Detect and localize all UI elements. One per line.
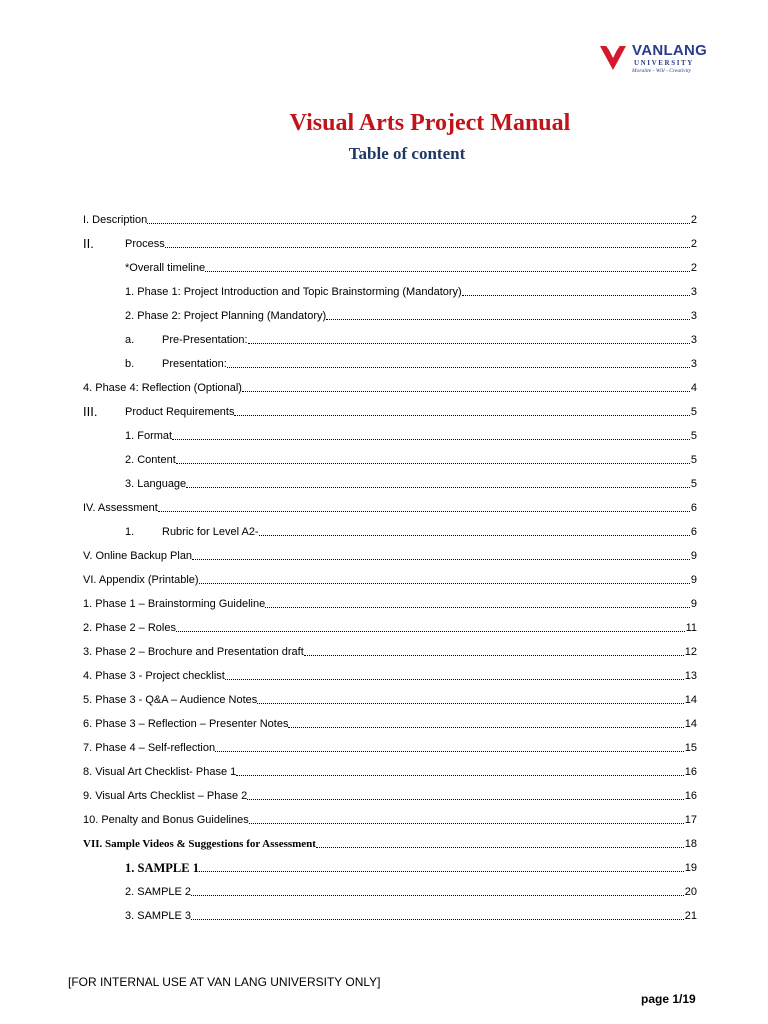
toc-entry-label: VII. Sample Videos & Suggestions for Assessment xyxy=(83,838,316,850)
toc-entry-page: 5 xyxy=(690,430,697,442)
leader-dots xyxy=(236,774,683,776)
toc-entry-page: 14 xyxy=(684,694,697,706)
toc-entry[interactable] xyxy=(83,567,697,587)
toc-entry[interactable] xyxy=(83,399,697,419)
toc-entry-page: 21 xyxy=(684,910,697,922)
toc-entry[interactable] xyxy=(83,855,697,875)
logo-subtitle: UNIVERSITY xyxy=(634,59,694,67)
toc-entry-page: 5 xyxy=(690,454,697,466)
document-title: Visual Arts Project Manual xyxy=(289,110,571,136)
toc-entry[interactable] xyxy=(83,423,697,443)
toc-entry-label: 1. Format xyxy=(125,430,173,442)
toc-entry-number: b. xyxy=(125,358,135,370)
leader-dots xyxy=(147,222,690,224)
toc-entry-page: 16 xyxy=(684,790,697,802)
leader-dots xyxy=(234,414,689,416)
toc-entry-page: 13 xyxy=(684,670,697,682)
toc-entry-label: 7. Phase 4 – Self-reflection xyxy=(83,742,216,754)
toc-entry-label: 3. Language xyxy=(125,478,187,490)
toc-entry-label: 8. Visual Art Checklist- Phase 1 xyxy=(83,766,237,778)
toc-entry-label: 2. Content xyxy=(125,454,176,466)
toc-entry[interactable] xyxy=(83,903,697,923)
toc-entry-label: Process xyxy=(125,238,165,250)
toc-entry-page: 6 xyxy=(690,502,697,514)
leader-dots xyxy=(248,342,690,344)
toc-heading: Table of content xyxy=(348,144,466,163)
leader-dots xyxy=(199,582,690,584)
toc-entry[interactable] xyxy=(83,255,697,275)
toc-entry-label: 2. SAMPLE 2 xyxy=(125,886,192,898)
leader-dots xyxy=(265,606,690,608)
toc-entry-label: IV. Assessment xyxy=(83,502,158,514)
leader-dots xyxy=(259,534,690,536)
toc-entry-page: 9 xyxy=(690,550,697,562)
leader-dots xyxy=(191,894,684,896)
toc-entry[interactable] xyxy=(83,327,697,347)
logo-motto: Moralite - Will - Creativity xyxy=(632,68,692,74)
toc-entry-page: 14 xyxy=(684,718,697,730)
toc-entry[interactable] xyxy=(83,351,697,371)
toc-entry-label: 2. Phase 2 – Roles xyxy=(83,622,176,634)
toc-entry-label: 3. Phase 2 – Brochure and Presentation draft xyxy=(83,646,304,658)
leader-dots xyxy=(247,798,683,800)
page-number: page 1/19 xyxy=(641,992,696,1006)
leader-dots xyxy=(205,270,690,272)
toc-entry-page: 3 xyxy=(690,358,697,370)
toc-entry[interactable] xyxy=(83,279,697,299)
toc-entry-label: Presentation: xyxy=(162,358,227,370)
toc-entry[interactable] xyxy=(83,375,697,395)
toc-entry-label: VI. Appendix (Printable) xyxy=(83,574,199,586)
toc-entry-label: I. Description xyxy=(83,214,148,226)
leader-dots xyxy=(199,870,684,872)
toc-entry-number: a. xyxy=(125,334,135,346)
toc-entry-label: 6. Phase 3 – Reflection – Presenter Notes xyxy=(83,718,289,730)
leader-dots xyxy=(242,390,690,392)
toc-entry-page: 2 xyxy=(690,214,697,226)
toc-entry-label: 4. Phase 3 - Project checklist xyxy=(83,670,225,682)
leader-dots xyxy=(215,750,684,752)
toc-entry[interactable] xyxy=(83,831,697,851)
toc-entry-label: 3. SAMPLE 3 xyxy=(125,910,192,922)
university-logo xyxy=(598,40,708,80)
toc-entry-number: II. xyxy=(83,236,94,251)
toc-entry[interactable] xyxy=(83,687,697,707)
toc-entry-page: 18 xyxy=(684,838,697,850)
leader-dots xyxy=(316,846,684,848)
toc-entry[interactable] xyxy=(83,615,697,635)
leader-dots xyxy=(257,702,683,704)
toc-entry-page: 5 xyxy=(690,406,697,418)
vanlang-emblem-icon xyxy=(598,42,628,72)
toc-entry-page: 20 xyxy=(684,886,697,898)
toc-entry-page: 5 xyxy=(690,478,697,490)
toc-entry-label: Pre-Presentation: xyxy=(162,334,248,346)
leader-dots xyxy=(304,654,684,656)
toc-entry-page: 3 xyxy=(690,334,697,346)
toc-entry-number: III. xyxy=(83,404,98,419)
toc-entry-label: 2. Phase 2: Project Planning (Mandatory) xyxy=(125,310,327,322)
toc-entry[interactable] xyxy=(83,759,697,779)
toc-entry-page: 3 xyxy=(690,286,697,298)
toc-entry-label: *Overall timeline xyxy=(125,262,206,274)
toc-entry-label: 1. Phase 1: Project Introduction and Topic Brainstorming (Mandatory) xyxy=(125,286,462,298)
toc-entry-page: 4 xyxy=(690,382,697,394)
toc-entry-label: 9. Visual Arts Checklist – Phase 2 xyxy=(83,790,248,802)
toc-entry[interactable] xyxy=(83,207,697,227)
leader-dots xyxy=(225,678,684,680)
leader-dots xyxy=(192,558,690,560)
toc-entry[interactable] xyxy=(83,639,697,659)
toc-entry-page: 9 xyxy=(690,574,697,586)
toc-entry-page: 17 xyxy=(684,814,697,826)
toc-entry-label: V. Online Backup Plan xyxy=(83,550,193,562)
toc-entry[interactable] xyxy=(83,807,697,827)
toc-entry-label: 5. Phase 3 - Q&A – Audience Notes xyxy=(83,694,258,706)
toc-entry-page: 16 xyxy=(684,766,697,778)
leader-dots xyxy=(158,510,690,512)
toc-entry[interactable] xyxy=(83,783,697,803)
internal-use-footer: [FOR INTERNAL USE AT VAN LANG UNIVERSITY ONLY] xyxy=(68,975,381,989)
leader-dots xyxy=(176,630,685,632)
toc-entry-label: 10. Penalty and Bonus Guidelines xyxy=(83,814,249,826)
leader-dots xyxy=(165,246,690,248)
toc-entry[interactable] xyxy=(83,735,697,755)
toc-entry-number: 1. xyxy=(125,526,135,538)
toc-entry[interactable] xyxy=(83,231,697,251)
toc-entry-label: 1. SAMPLE 1 xyxy=(125,861,199,875)
leader-dots xyxy=(186,486,690,488)
leader-dots xyxy=(249,822,684,824)
toc-entry[interactable] xyxy=(83,495,697,515)
toc-entry-label: 1. Phase 1 – Brainstorming Guideline xyxy=(83,598,266,610)
toc-entry[interactable] xyxy=(83,711,697,731)
toc-entry-label: Rubric for Level A2- xyxy=(162,526,259,538)
toc-entry[interactable] xyxy=(83,519,697,539)
toc-entry[interactable] xyxy=(83,471,697,491)
leader-dots xyxy=(326,318,690,320)
toc-entry-page: 15 xyxy=(684,742,697,754)
toc-entry-page: 9 xyxy=(690,598,697,610)
toc-entry[interactable] xyxy=(83,879,697,899)
toc-entry-page: 2 xyxy=(690,238,697,250)
toc-entry[interactable] xyxy=(83,303,697,323)
toc-entry-page: 6 xyxy=(690,526,697,538)
leader-dots xyxy=(172,438,690,440)
toc-entry-page: 11 xyxy=(685,622,697,634)
toc-entry-page: 2 xyxy=(690,262,697,274)
toc-entry[interactable] xyxy=(83,591,697,611)
toc-entry[interactable] xyxy=(83,447,697,467)
leader-dots xyxy=(462,294,690,296)
toc-entry-page: 12 xyxy=(684,646,697,658)
toc-entry[interactable] xyxy=(83,543,697,563)
leader-dots xyxy=(288,726,683,728)
leader-dots xyxy=(191,918,684,920)
toc-entry-page: 3 xyxy=(690,310,697,322)
toc-entry-page: 19 xyxy=(684,862,697,874)
toc-entry-label: 4. Phase 4: Reflection (Optional) xyxy=(83,382,242,394)
logo-brand: VANLANG xyxy=(632,42,708,59)
leader-dots xyxy=(176,462,690,464)
toc-entry-label: Product Requirements xyxy=(125,406,235,418)
toc-entry[interactable] xyxy=(83,663,697,683)
leader-dots xyxy=(227,366,690,368)
